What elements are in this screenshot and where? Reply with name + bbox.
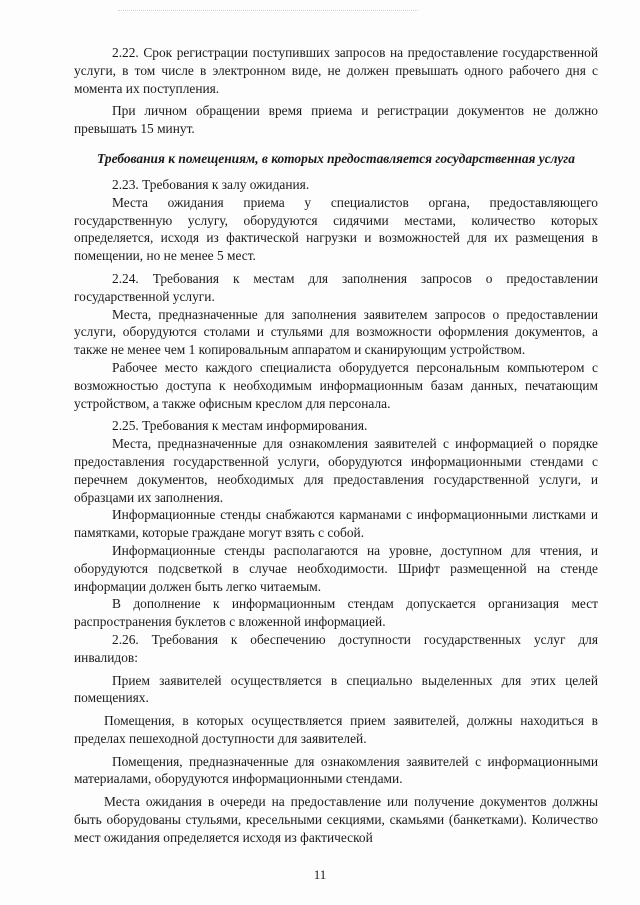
paragraph-queue-places: Места ожидания в очереди на предоставление или получение документов должны быть оборудованы стульями, кресельными секциями, скамьями (банкетками). Количество мест ожидания определяется исходя из фактической	[74, 794, 598, 845]
paragraph-reception-time: При личном обращении время приема и регистрации документов не должно превышать 15 минут.	[74, 103, 598, 137]
section-heading: Требования к помещениям, в которых предоставляется государственная услуга	[97, 150, 575, 166]
paragraph-info-stands-pockets: Информационные стенды снабжаются карманами с информационными листками и памятками, которые граждане могут взять с собой.	[74, 507, 598, 541]
paragraph-booklets: В дополнение к информационным стендам допускается организация мест распространения буклетов с вложенной информацией.	[74, 596, 598, 630]
paragraph-waiting-places: Места ожидания приема у специалистов органа, предоставляющего государственную услугу, оборудуются сидячими местами, количество которых определяется, исходя из фактической нагрузки и возможностей для их размещения в помещении, но не менее 5 мест.	[74, 194, 598, 264]
paragraph-2-24: 2.24. Требования к местам для заполнения запросов о предоставлении государственной услуги.	[74, 270, 598, 304]
paragraph-2-22: 2.22. Срок регистрации поступивших запросов на предоставление государственной услуги, в том числе в электронном виде, не должен превышать одного рабочего дня с момента их поступления.	[74, 45, 598, 96]
paragraph-reception-rooms: Прием заявителей осуществляется в специально выделенных для этих целей помещениях.	[74, 672, 598, 706]
paragraph-filling-places: Места, предназначенные для заполнения заявителем запросов о предоставлении услуги, оборудуются столами и стульями для возможности оформления документов, а также не менее чем 1 копировальным аппаратом и сканирующим устройством.	[74, 306, 598, 358]
paragraph-info-places: Места, предназначенные для ознакомления заявителей с информацией о порядке предоставления государственной услуги, оборудуются информационными стендами с перечнем документов, необходимых для предоставления государственной услуги, и образцами их заполнения.	[74, 436, 598, 505]
scan-artifact	[118, 10, 418, 15]
paragraph-info-materials: Помещения, предназначенные для ознакомления заявителей с информационными материалами, оборудуются информационными стендами.	[74, 753, 598, 787]
document-body	[74, 44, 598, 847]
paragraph-2-25: 2.25. Требования к местам информирования.	[112, 418, 368, 434]
paragraph-walking-distance: Помещения, в которых осуществляется прием заявителей, должны находиться в пределах пешеходной доступности для заявителей.	[74, 713, 598, 746]
page-number: 11	[313, 867, 327, 882]
paragraph-2-23: 2.23. Требования к залу ожидания.	[112, 176, 310, 192]
paragraph-workplace: Рабочее место каждого специалиста оборудуется персональным компьютером с возможностью доступа к необходимым информационным базам данных, печатающим устройством, а также офисным креслом для персонала.	[74, 359, 598, 411]
paragraph-2-26: 2.26. Требования к обеспечению доступности государственных услуг для инвалидов:	[74, 631, 598, 665]
paragraph-info-stands-level: Информационные стенды располагаются на уровне, доступном для чтения, и оборудуются подсветкой в случае необходимости. Шрифт размещенной на стенде информации должен быть легко читаемым.	[74, 542, 598, 594]
